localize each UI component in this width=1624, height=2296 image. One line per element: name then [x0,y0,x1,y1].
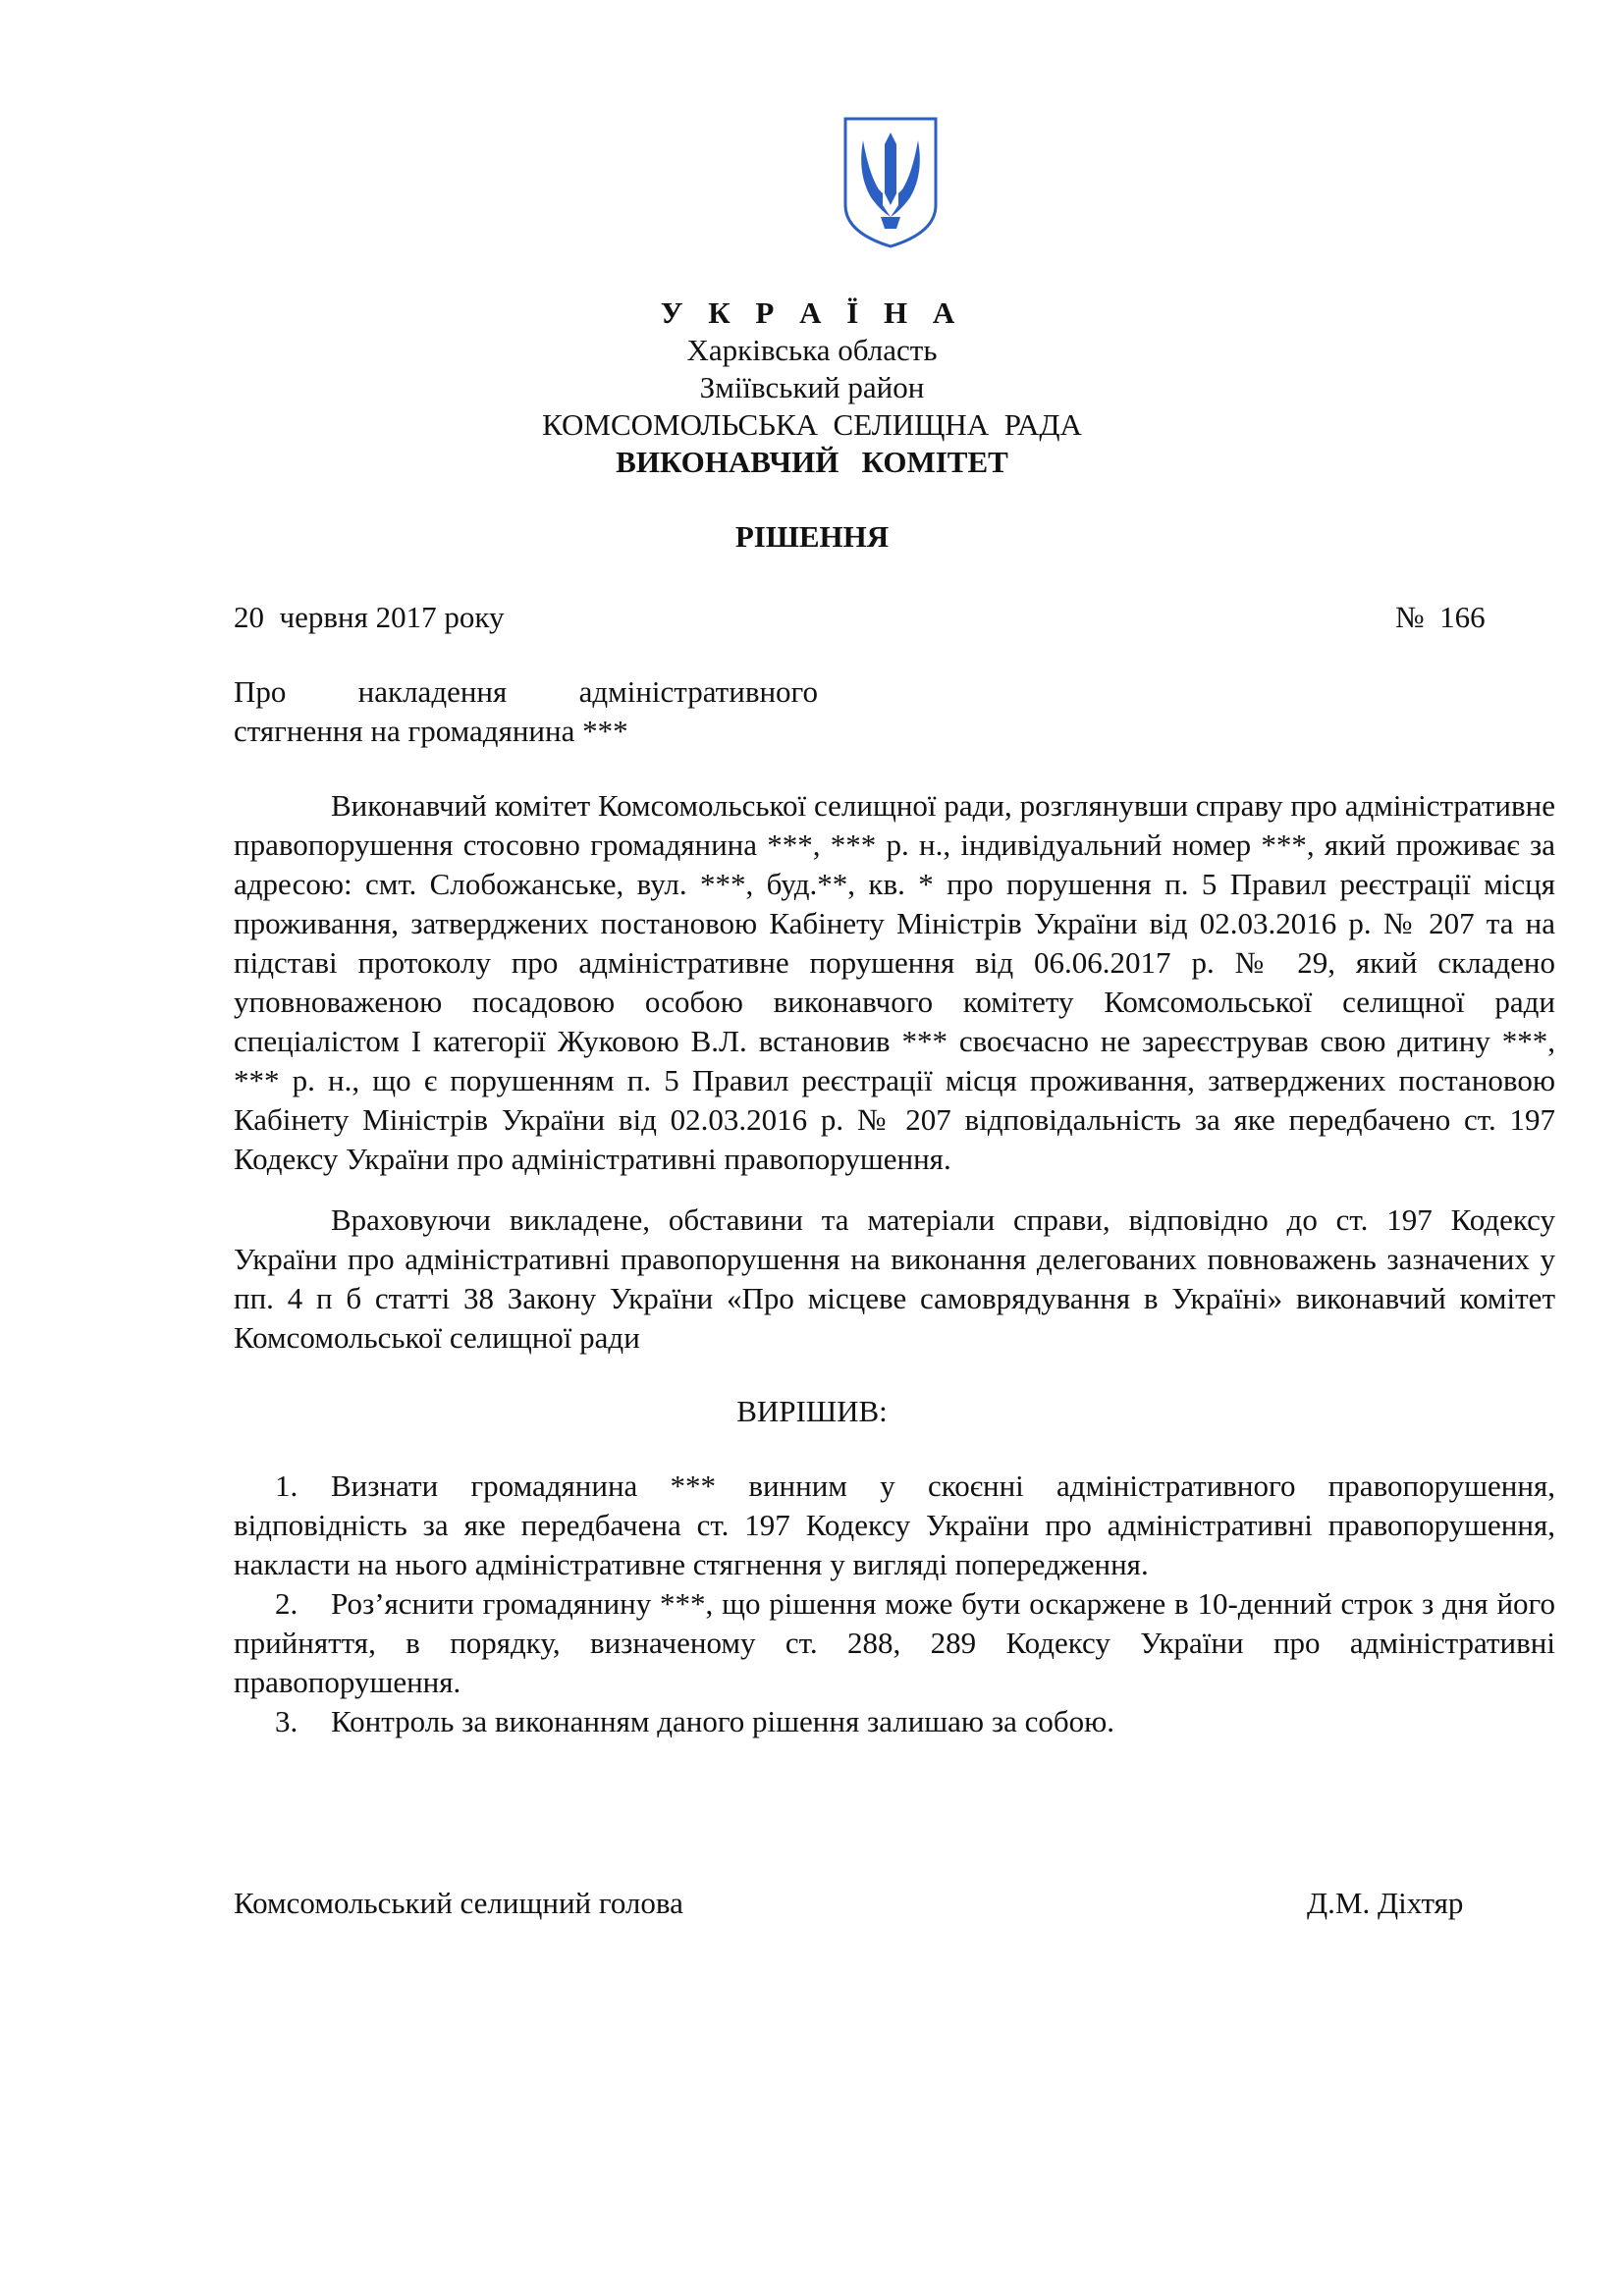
body-paragraph-1-text: Виконавчий комітет Комсомольської селищної ради, розглянувши справу про адміністративне правопорушення стосовно громадянина ***, *** р. н., індивідуальний номер ***, який проживає за адресою: смт. Слобожанське, вул. ***, буд.**, кв. * про порушення п. 5 Правил реєстрації місця проживання, затверджених постановою Кабінету Міністрів України від 02.03.2016 р. № 207 та на підставі протоколу про адміністративне порушення від 06.06.2017 р. № 29, який складено уповноваженою посадовою особою виконавчого комітету Комсомольської селищної ради спеціалістом І категорії Жуковою В.Л. встановив *** своєчасно не зареєстрував свою дитину ***, *** р. н., що є порушенням п. 5 Правил реєстрації місця проживання, затверджених постановою Кабінету Міністрів України від 02.03.2016 р. № 207 відповідальність за яке передбачено ст. 197 Кодексу України про адміністративні правопорушення. [234,788,1555,1176]
list-item-text: Контроль за виконанням даного рішення залишаю за собою. [331,1704,1115,1738]
list-item-text: Визнати громадянина *** винним у скоєнні адміністративного правопорушення, відповідність за яке передбачена ст. 197 Кодексу України про адміністративні правопорушення, накласти на нього адміністративне стягнення у вигляді попередження. [234,1468,1555,1581]
decision-date: 20 червня 2017 року [234,600,505,634]
body-paragraph-1 [234,786,1555,1179]
committee-line: ВИКОНАВЧИЙ КОМІТЕТ [616,445,1008,479]
district-line: Зміївський район [699,370,925,404]
subject-line-1: Про накладення адміністративного [234,674,818,709]
list-item-text: Роз’яснити громадянину ***, що рішення може бути оскаржене в 10-денний строк з дня його прийняття, в порядку, визначеному ст. 288, 289 Кодексу України про адміністративні правопорушення. [234,1586,1555,1699]
resolved-heading: ВИРІШИВ: [736,1394,888,1428]
subject-line-2: стягнення на громадянина *** [234,714,628,748]
list-item-number: 3. [275,1704,298,1738]
decision-number: № 166 [1395,600,1486,634]
list-item [234,1702,1555,1741]
signature-name: Д.М. Діхтяр [1307,1886,1464,1920]
country-title: У К Р А Ї Н А [660,295,964,330]
list-item-number: 2. [275,1586,298,1621]
council-line: КОМСОМОЛЬСЬКА СЕЛИЩНА РАДА [542,407,1082,442]
decision-subject [234,672,818,751]
decision-list [234,1467,1555,1741]
body-paragraph-2 [234,1201,1555,1358]
signature-title: Комсомольський селищний голова [234,1886,683,1920]
document-type-heading: РІШЕННЯ [734,519,890,554]
coat-of-arms-emblem [841,115,940,250]
region-line: Харківська область [686,333,938,367]
list-item [234,1584,1555,1702]
list-item [234,1467,1555,1584]
body-paragraph-2-text: Враховуючи викладене, обставини та матеріали справи, відповідно до ст. 197 Кодексу України про адміністративні правопорушення на виконання делегованих повноважень зазначених у пп. 4 п б статті 38 Закону України «Про місцеве самоврядування в Україні» виконавчий комітет Комсомольської селищної ради [234,1202,1555,1355]
list-item-number: 1. [275,1468,298,1503]
